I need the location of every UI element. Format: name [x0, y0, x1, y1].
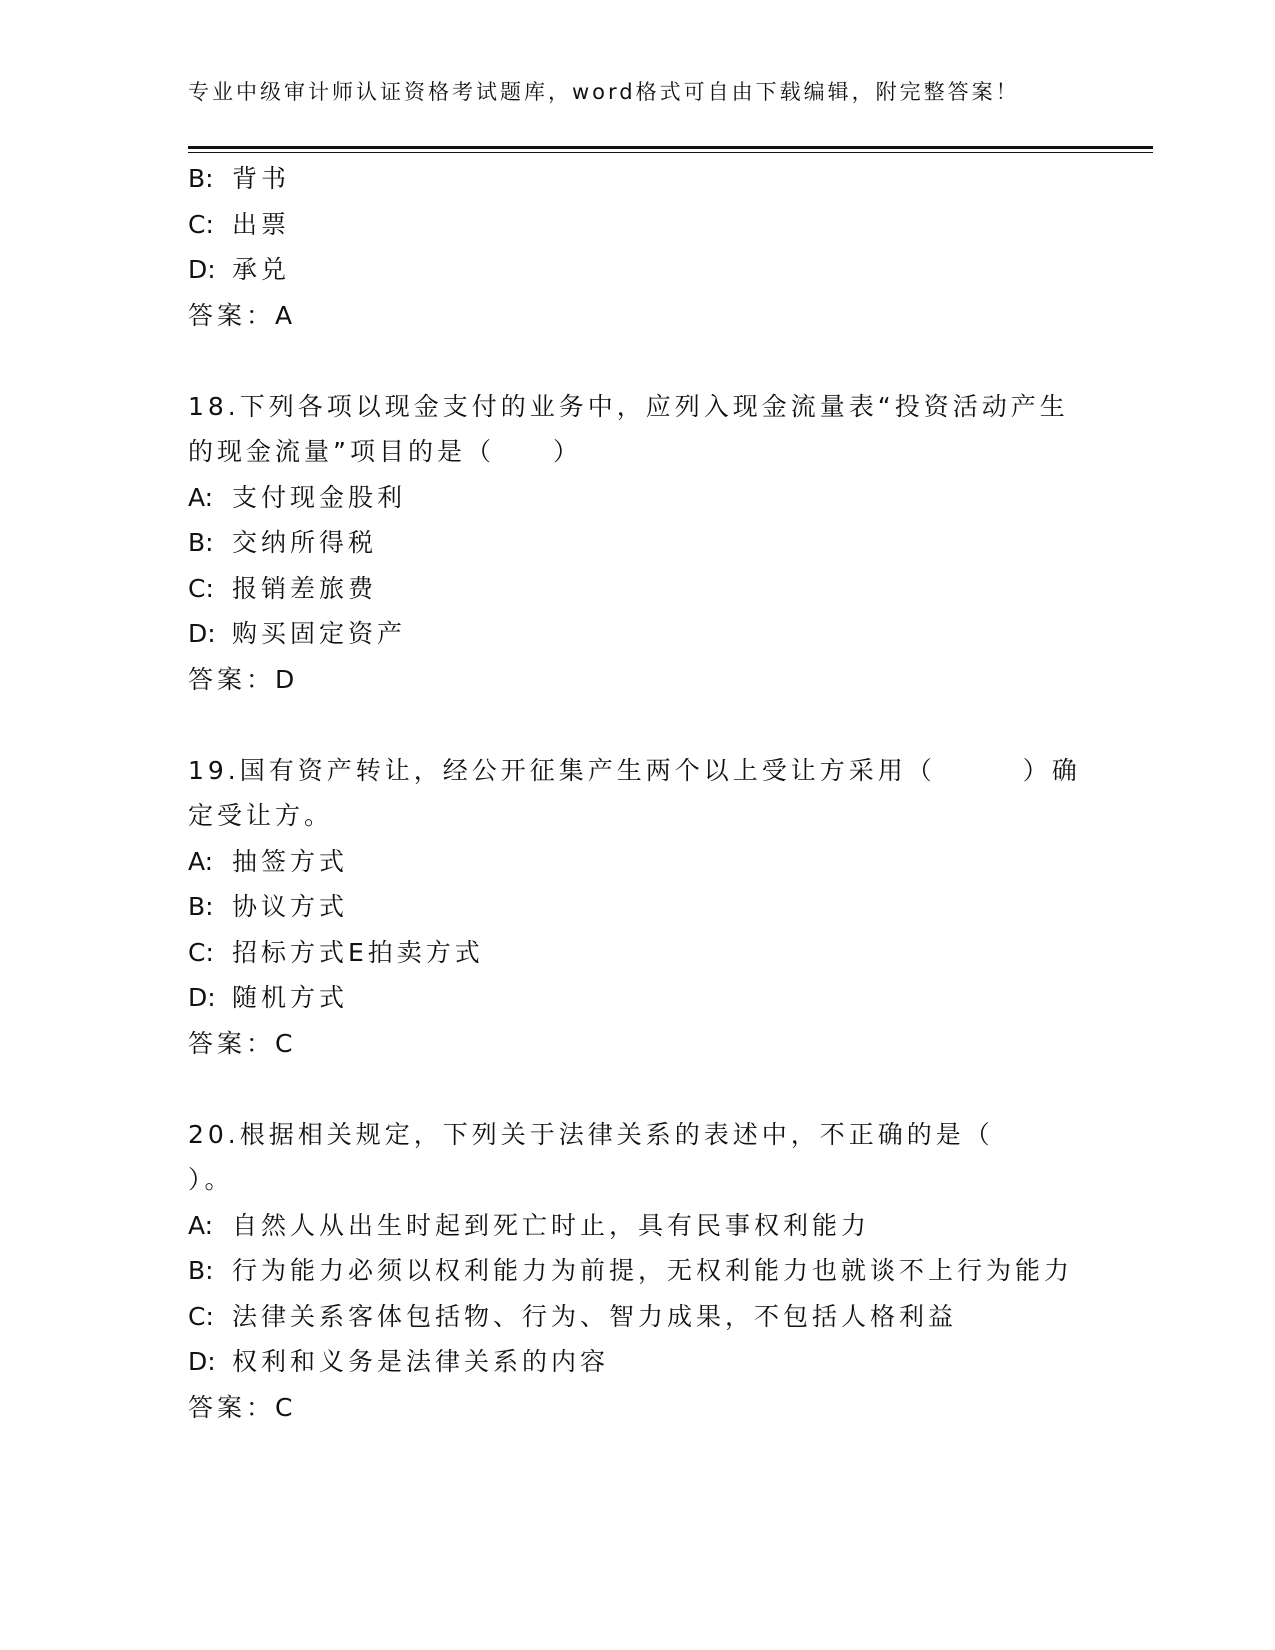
- option-d: [188, 611, 1088, 657]
- question-stem-line: ）。: [188, 1165, 234, 1194]
- option-key: D:: [188, 1347, 216, 1376]
- option-text: 交纳所得税: [232, 528, 378, 557]
- answer-value: C: [275, 1028, 293, 1058]
- option-b: [188, 884, 1088, 930]
- option-key: C:: [188, 209, 214, 239]
- option-text: 行为能力必须以权利能力为前提，无权利能力也就谈不上行为能力: [232, 1256, 1074, 1285]
- option-key: C:: [188, 1301, 214, 1331]
- answer-label: 答案：: [188, 1028, 276, 1058]
- option-c: [188, 930, 1088, 976]
- question-20: [188, 1112, 1088, 1431]
- answer-line: [188, 293, 1088, 339]
- option-text: 抽签方式: [232, 846, 349, 876]
- option-key: B:: [188, 1256, 214, 1285]
- option-b: [188, 1248, 1088, 1294]
- option-text: 协议方式: [232, 892, 349, 921]
- option-text: 随机方式: [232, 983, 349, 1012]
- question-stem-line: 19.国有资产转让，经公开征集产生两个以上受让方采用（ ）确: [188, 755, 1081, 785]
- answer-label: 答案：: [188, 1392, 276, 1422]
- option-key: B:: [188, 164, 214, 193]
- answer-line: [188, 1021, 1088, 1067]
- header-text: 专业中级审计师认证资格考试题库，word格式可自由下载编辑，附完整答案！: [188, 80, 1020, 104]
- carryover-question: [188, 156, 1088, 338]
- option-key: D:: [188, 983, 216, 1012]
- option-text: 法律关系客体包括物、行为、智力成果，不包括人格利益: [232, 1301, 958, 1331]
- option-text: 支付现金股利: [232, 482, 407, 512]
- option-a: [188, 839, 1088, 885]
- question-18: [188, 384, 1088, 703]
- answer-line: [188, 1385, 1088, 1431]
- question-stem-line: 的现金流量”项目的是（ ）: [188, 437, 582, 466]
- option-text: 出票: [232, 209, 291, 239]
- option-key: A:: [188, 846, 214, 876]
- question-stem-line: 定受让方。: [188, 801, 334, 830]
- option-d: [188, 975, 1088, 1021]
- option-key: B:: [188, 892, 214, 921]
- answer-label: 答案：: [188, 300, 276, 330]
- option-key: C:: [188, 937, 214, 967]
- option-text: 购买固定资产: [232, 619, 407, 648]
- answer-label: 答案：: [188, 664, 276, 694]
- question-stem-line: 20.根据相关规定，下列关于法律关系的表述中，不正确的是（: [188, 1119, 994, 1149]
- answer-value: A: [275, 300, 293, 330]
- answer-line: [188, 657, 1088, 703]
- option-b: [188, 156, 1088, 202]
- option-c: [188, 566, 1088, 612]
- option-text: 承兑: [232, 255, 291, 284]
- option-c: [188, 1294, 1088, 1340]
- option-key: C:: [188, 573, 214, 603]
- option-d: [188, 1339, 1088, 1385]
- answer-value: D: [275, 664, 295, 694]
- question-content: [188, 156, 1088, 1430]
- question-19: [188, 748, 1088, 1067]
- option-key: D:: [188, 255, 216, 284]
- option-d: [188, 247, 1088, 293]
- option-a: [188, 475, 1088, 521]
- option-key: A:: [188, 482, 214, 512]
- answer-value: C: [275, 1392, 293, 1422]
- option-key: A:: [188, 1210, 214, 1240]
- option-b: [188, 520, 1088, 566]
- header-rule-thin: [188, 152, 1153, 153]
- option-text: 背书: [232, 164, 291, 193]
- header-rule-thick: [188, 146, 1153, 149]
- option-key: D:: [188, 619, 216, 648]
- option-text: 自然人从出生时起到死亡时止，具有民事权利能力: [232, 1210, 871, 1240]
- option-text: 权利和义务是法律关系的内容: [232, 1347, 610, 1376]
- option-key: B:: [188, 528, 214, 557]
- option-a: [188, 1203, 1088, 1249]
- question-stem-line: 18.下列各项以现金支付的业务中，应列入现金流量表“投资活动产生: [188, 391, 1069, 421]
- option-text: 报销差旅费: [232, 573, 378, 603]
- option-c: [188, 202, 1088, 248]
- option-text: 招标方式E拍卖方式: [232, 937, 484, 967]
